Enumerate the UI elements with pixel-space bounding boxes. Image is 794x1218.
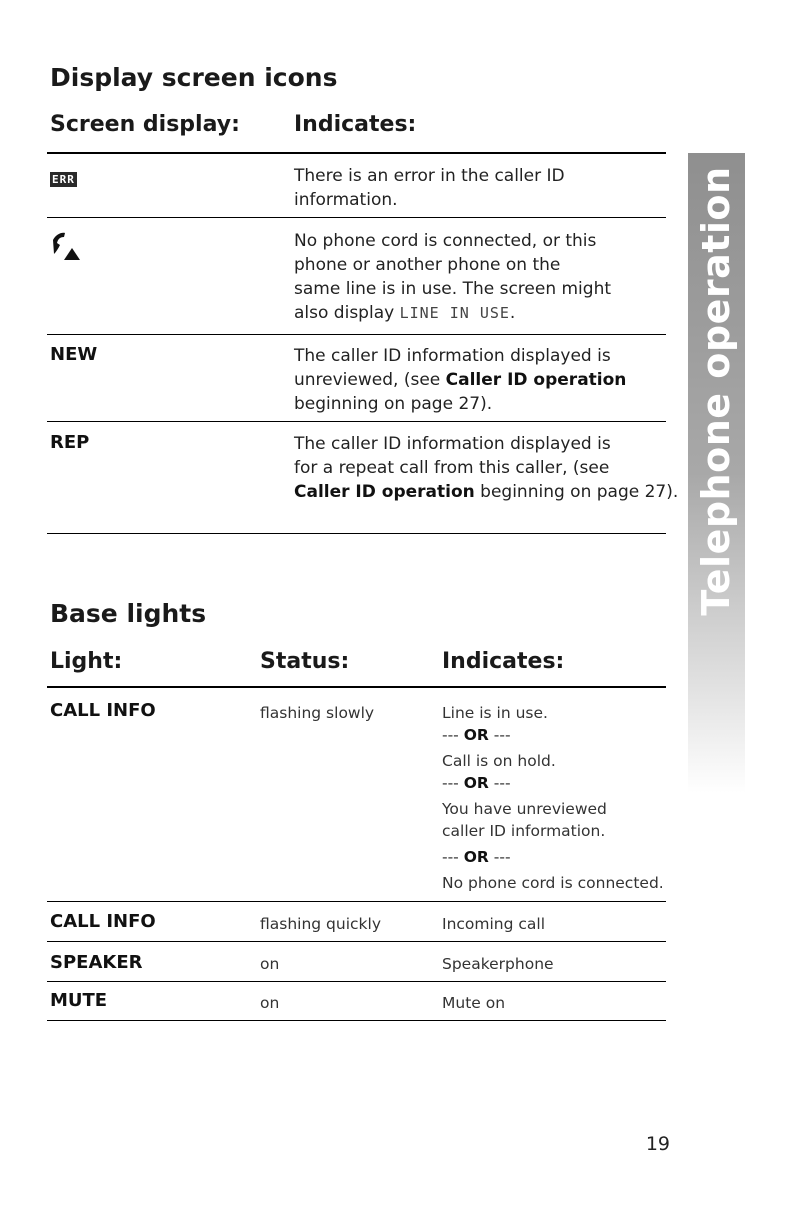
col-header-screen-display: Screen display: bbox=[50, 112, 240, 137]
call-info-slow-indicates: Line is in use. --- OR --- Call is on hold. --- OR --- You have unreviewed caller ID information. --- OR --- No phone cord is connected. bbox=[442, 704, 664, 892]
side-tab-label: Telephone operation bbox=[694, 166, 738, 616]
new-display-label: NEW bbox=[50, 344, 98, 365]
speaker-indicates: Speakerphone bbox=[442, 955, 554, 973]
col-header-light: Light: bbox=[50, 649, 123, 674]
row-divider bbox=[47, 334, 666, 335]
table-row-phone-indicates: No phone cord is connected, or this phone or another phone on the same line is in use. The screen might also display LINE IN USE. bbox=[294, 231, 612, 323]
row-divider bbox=[47, 217, 666, 218]
speaker-light-label: SPEAKER bbox=[50, 952, 143, 973]
row-divider bbox=[47, 981, 666, 982]
row-divider bbox=[47, 901, 666, 902]
base-lights-heading: Base lights bbox=[50, 599, 207, 628]
col-header-status: Status: bbox=[260, 649, 350, 674]
status-on: on bbox=[260, 955, 280, 973]
status-flashing-slowly: flashing slowly bbox=[260, 704, 375, 722]
col-header-indicates: Indicates: bbox=[442, 649, 565, 674]
mute-indicates: Mute on bbox=[442, 994, 506, 1012]
row-divider bbox=[47, 421, 666, 422]
caller-id-operation-reference: Caller ID operation bbox=[445, 370, 627, 390]
line-in-use-display-text: LINE IN USE bbox=[399, 304, 510, 322]
table-header-rule bbox=[47, 152, 666, 154]
page-number: 19 bbox=[645, 1133, 670, 1155]
rep-display-label: REP bbox=[50, 432, 90, 453]
call-info-light-label: CALL INFO bbox=[50, 700, 156, 721]
caller-id-operation-reference: Caller ID operation bbox=[294, 482, 475, 502]
table-bottom-rule bbox=[47, 1020, 666, 1021]
call-info-light-label: CALL INFO bbox=[50, 911, 156, 932]
phone-in-use-icon bbox=[50, 230, 84, 262]
row-divider bbox=[47, 941, 666, 942]
table-bottom-rule bbox=[47, 533, 666, 534]
table-header-rule bbox=[47, 686, 666, 688]
status-on: on bbox=[260, 994, 280, 1012]
mute-light-label: MUTE bbox=[50, 990, 108, 1011]
err-icon: ERR bbox=[52, 173, 75, 186]
status-flashing-quickly: flashing quickly bbox=[260, 915, 382, 933]
table-row-new-indicates: The caller ID information displayed is unreviewed, (see Caller ID operation beginning on page 27). bbox=[294, 346, 627, 414]
display-screen-icons-heading: Display screen icons bbox=[50, 63, 338, 92]
table-row-err-indicates: There is an error in the caller ID information. bbox=[294, 166, 565, 210]
call-info-quick-indicates: Incoming call bbox=[442, 915, 546, 933]
col-header-indicates: Indicates: bbox=[294, 112, 417, 137]
table-row-rep-indicates: The caller ID information displayed is for a repeat call from this caller, (see Caller ID operation beginning on page 27). bbox=[294, 434, 679, 502]
